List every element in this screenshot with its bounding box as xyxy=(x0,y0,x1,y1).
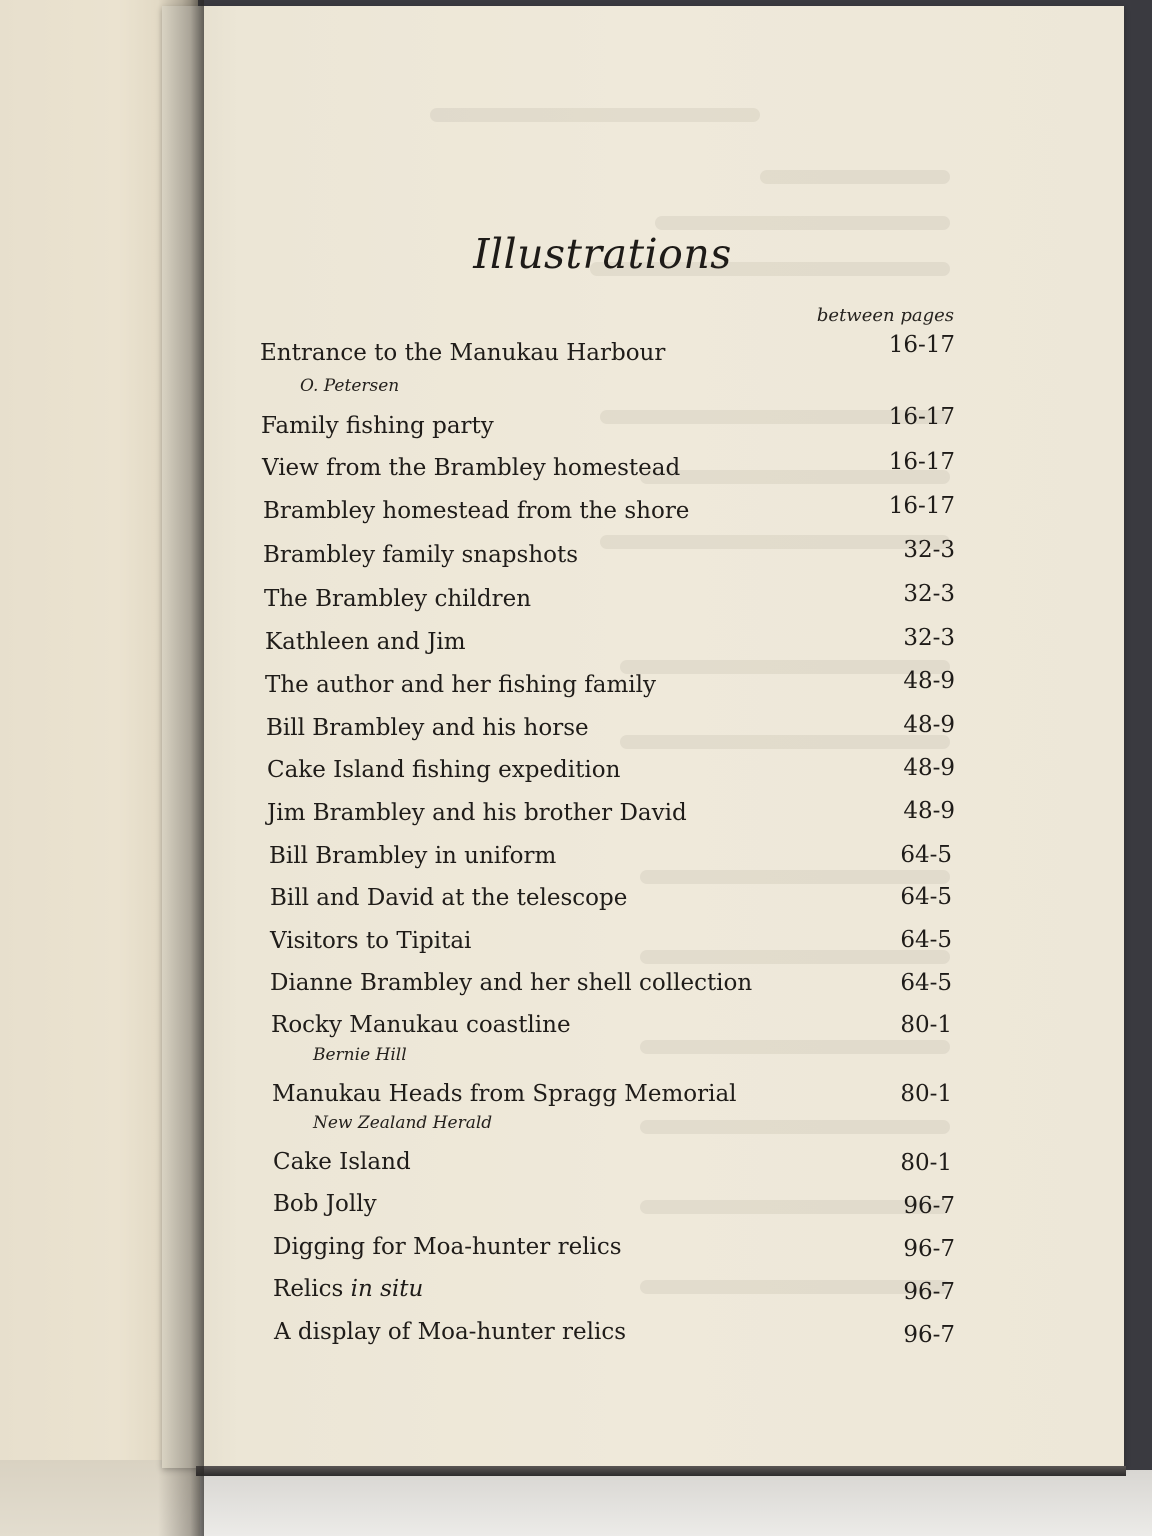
entry-pages: 32-3 xyxy=(903,625,955,651)
entry-pages: 96-7 xyxy=(903,1279,955,1305)
entry-title: Brambley homestead from the shore xyxy=(263,498,690,524)
entry-pages: 32-3 xyxy=(903,581,955,607)
entry-title: Cake Island fishing expedition xyxy=(267,757,621,783)
entry-credit: Bernie Hill xyxy=(313,1045,407,1065)
entry-title-roman: Relics xyxy=(273,1276,344,1302)
entry-pages: 64-5 xyxy=(900,884,952,910)
entry-title: Manukau Heads from Spragg Memorial xyxy=(272,1081,737,1107)
entry-title: Entrance to the Manukau Harbour xyxy=(260,340,666,366)
entry-title: Digging for Moa-hunter relics xyxy=(273,1234,622,1260)
entry-pages: 16-17 xyxy=(888,404,955,430)
column-header-between-pages: between pages xyxy=(816,305,954,326)
entry-pages: 16-17 xyxy=(888,449,955,475)
entry-pages: 64-5 xyxy=(900,970,952,996)
entry-title: Brambley family snapshots xyxy=(263,542,579,568)
entry-pages: 80-1 xyxy=(900,1012,952,1038)
entry-pages: 64-5 xyxy=(900,842,952,868)
entry-title: Bill Brambley and his horse xyxy=(266,715,589,741)
entry-credit: New Zealand Herald xyxy=(313,1113,493,1133)
entry-title: Bill and David at the telescope xyxy=(270,885,628,911)
entry-pages: 32-3 xyxy=(903,537,955,563)
entry-title-italic: in situ xyxy=(350,1276,424,1302)
entry-title: A display of Moa-hunter relics xyxy=(274,1319,627,1345)
entry-title: Family fishing party xyxy=(261,413,494,439)
entry-title: Kathleen and Jim xyxy=(265,629,466,655)
entry-title: Cake Island xyxy=(273,1149,411,1175)
entry-pages: 96-7 xyxy=(903,1322,955,1348)
entry-title: Bill Brambley in uniform xyxy=(269,843,557,869)
entry-pages: 96-7 xyxy=(903,1193,955,1219)
entry-pages: 48-9 xyxy=(903,755,955,781)
page-title: Illustrations xyxy=(473,230,732,278)
page-bottom-edge xyxy=(196,1466,1126,1476)
entry-title: Dianne Brambley and her shell collection xyxy=(270,970,753,996)
entry-credit: O. Petersen xyxy=(300,376,400,396)
entry-title: Jim Brambley and his brother David xyxy=(267,800,687,826)
entry-pages: 16-17 xyxy=(888,332,955,358)
entry-pages: 48-9 xyxy=(903,712,955,738)
entry-title: Rocky Manukau coastline xyxy=(271,1012,571,1038)
entry-title: The Brambley children xyxy=(264,586,532,612)
entry-title: Bob Jolly xyxy=(273,1191,377,1217)
entry-title: View from the Brambley homestead xyxy=(262,455,681,481)
entry-pages: 64-5 xyxy=(900,927,952,953)
entry-pages: 48-9 xyxy=(903,668,955,694)
entry-pages: 80-1 xyxy=(900,1150,952,1176)
entry-pages: 96-7 xyxy=(903,1236,955,1262)
entry-title: The author and her fishing family xyxy=(265,672,656,698)
entry-pages: 16-17 xyxy=(888,493,955,519)
entry-title-relics-in-situ xyxy=(273,1276,423,1302)
entry-title: Visitors to Tipitai xyxy=(270,928,472,954)
entry-pages: 80-1 xyxy=(900,1081,952,1107)
entry-pages: 48-9 xyxy=(903,798,955,824)
